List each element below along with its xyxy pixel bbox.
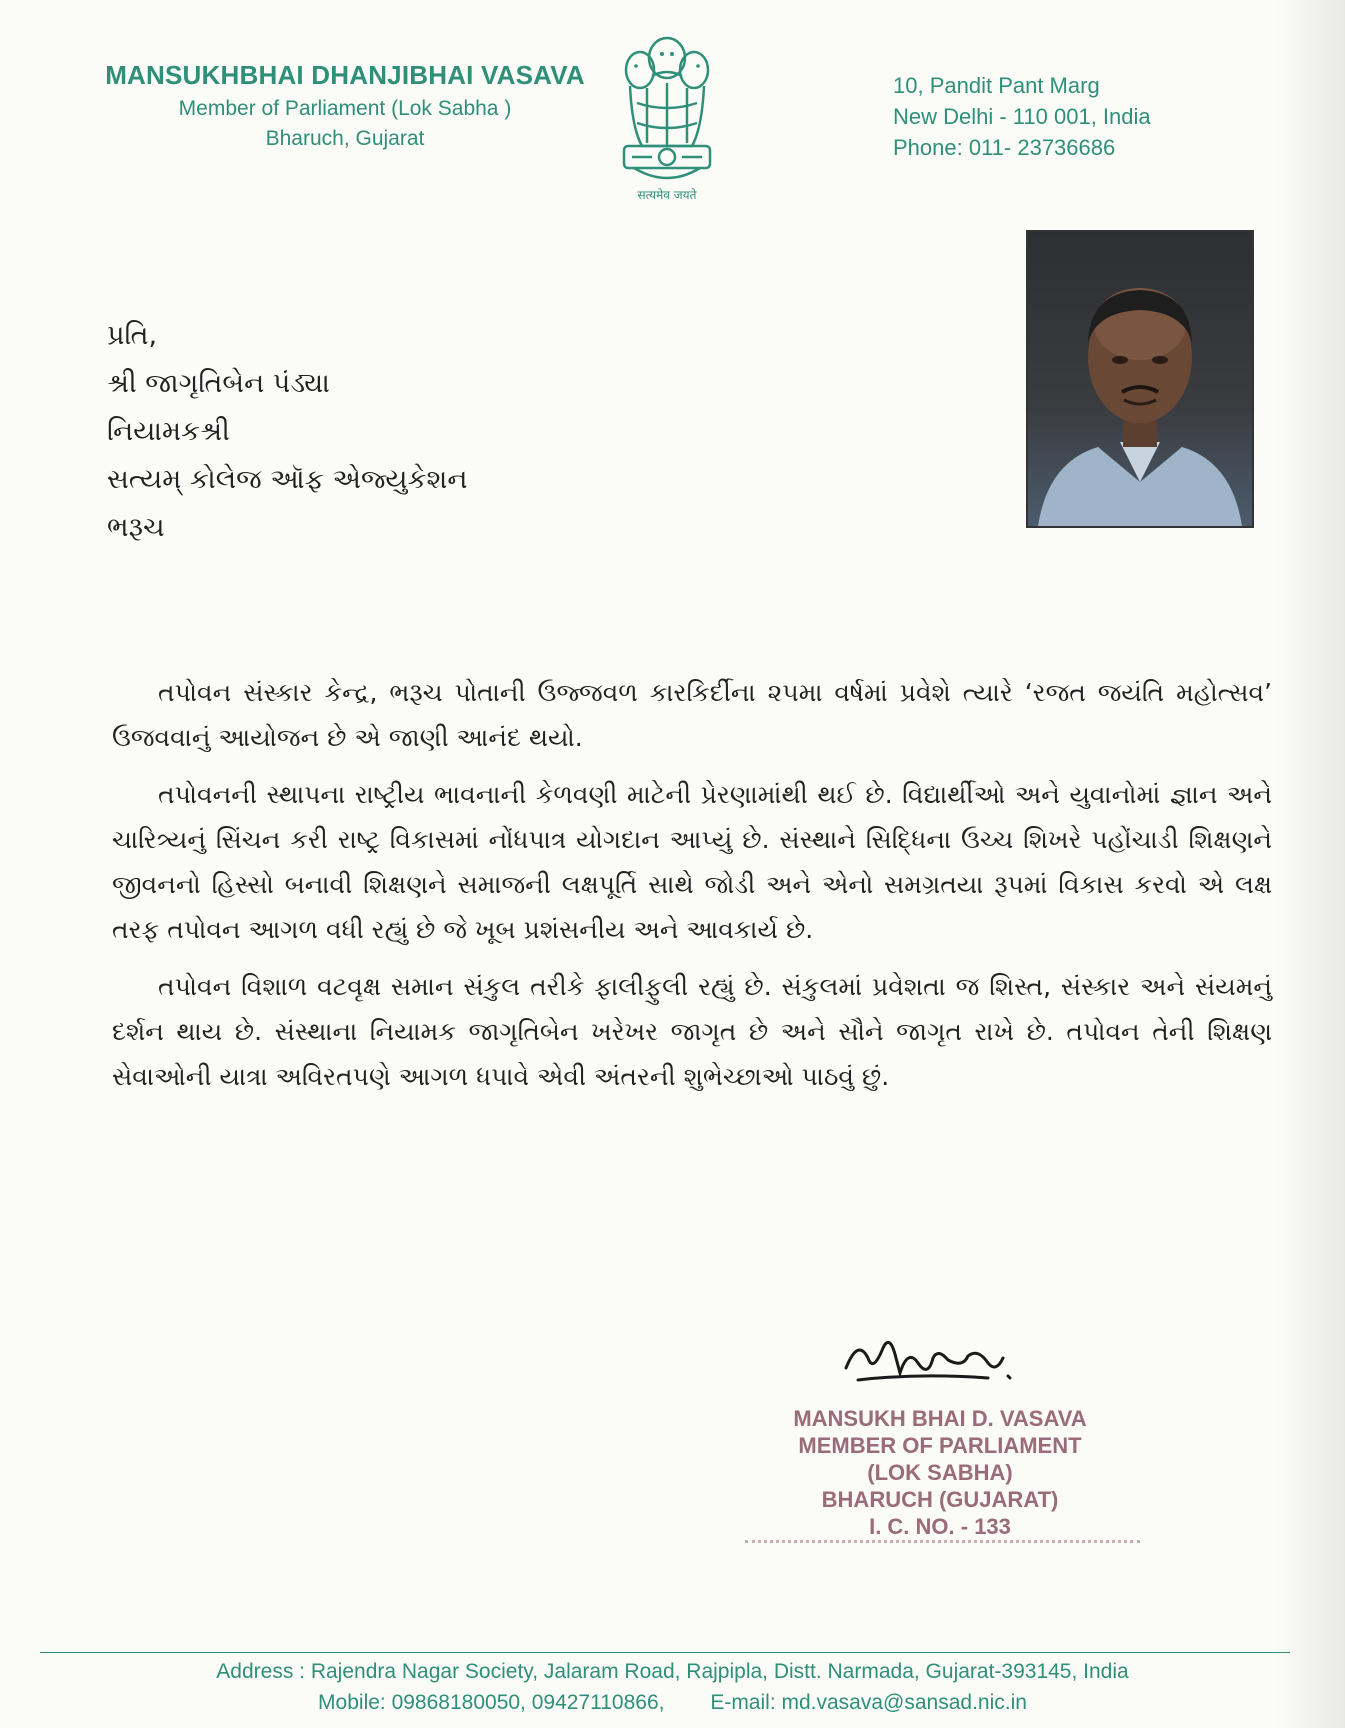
stamp-line: (LOK SABHA) <box>867 1460 1013 1485</box>
portrait-photo <box>1026 230 1254 528</box>
stamp-line: MANSUKH BHAI D. VASAVA <box>793 1406 1087 1431</box>
body-paragraph: તપોવન સંસ્કાર કેન્દ્ર, ભરૂચ પોતાની ઉજ્જવળ કારકિર્દીના ૨૫મા વર્ષમાં પ્રવેશે ત્યારે ‘રજત જયંતિ મહોત્સવ’ ઉજવવાનું આયોજન છે એ જાણી આનંદ થયો. <box>112 678 1272 752</box>
footer-divider <box>40 1652 1290 1653</box>
footer-mobile: Mobile: 09868180050, 09427110866, <box>318 1691 665 1714</box>
recipient-title: નિયામકશ્રી <box>107 416 230 447</box>
recipient-name: શ્રી જાગૃતિબેન પંડ્યા <box>107 368 330 399</box>
mp-name: MANSUKHBHAI DHANJIBHAI VASAVA <box>105 60 585 90</box>
stamp-line: BHARUCH (GUJARAT) <box>821 1487 1059 1512</box>
body-paragraph: તપોવનની સ્થાપના રાષ્ટ્રીય ભાવનાની કેળવણી માટેની પ્રેરણામાંથી થઈ છે. વિદ્યાર્થીઓ અને યુવાનોમાં જ્ઞાન અને ચારિત્ર્યનું સિંચન કરી રાષ્ટ્ર વિકાસમાં નોંધપાત્ર યોગદાન આપ્યું છે. સંસ્થાને સિદ્ધિના ઉચ્ચ શિખરે પહોંચાડી શિક્ષણને જીવનનો હિસ્સો બનાવી શિક્ષણને સમાજની લક્ષપૂર્તિ સાથે જોડી અને એનો સમગ્રતયા રૂપમાં વિકાસ કરવો એ લક્ષ તરફ તપોવન આગળ વધી રહ્યું છે જે ખૂબ પ્રશંસનીય અને આવકાર્ય છે. <box>112 780 1272 944</box>
official-stamp <box>755 1405 1125 1540</box>
stamp-border <box>745 1540 1140 1547</box>
recipient-institution: સત્યમ્ કોલેજ ઑફ એજ્યુકેશન <box>107 464 468 495</box>
recipient-block <box>107 312 467 552</box>
recipient-city: ભરૂચ <box>107 512 165 543</box>
letterhead-left <box>105 60 585 151</box>
footer <box>0 1656 1345 1718</box>
national-emblem-icon <box>612 28 722 208</box>
letterhead-right <box>893 70 1151 163</box>
footer-contact <box>0 1687 1345 1718</box>
address-line-1: 10, Pandit Pant Marg <box>893 73 1100 98</box>
body-paragraph: તપોવન વિશાળ વટવૃક્ષ સમાન સંકુલ તરીકે ફાલીફુલી રહ્યું છે. સંકુલમાં પ્રવેશતા જ શિસ્ત, સંસ્કાર અને સંયમનું દર્શન થાય છે. સંસ્થાના નિયામક જાગૃતિબેન ખરેખર જાગૃત છે અને સૌને જાગૃત રાખે છે. તપોવન તેની શિક્ષણ સેવાઓની યાત્રા અવિરતપણે આગળ ધપાવે એવી અંતરની શુભેચ્છાઓ પાઠવું છું. <box>112 972 1272 1091</box>
stamp-line: MEMBER OF PARLIAMENT <box>798 1433 1082 1458</box>
address-line-2: New Delhi - 110 001, India <box>893 104 1151 129</box>
stamp-line: I. C. NO. - 133 <box>869 1514 1011 1539</box>
footer-address: Address : Rajendra Nagar Society, Jalaram Road, Rajpipla, Distt. Narmada, Gujarat-393145, India <box>216 1660 1129 1683</box>
page-edge-shadow <box>1275 0 1345 1728</box>
mp-constituency: Bharuch, Gujarat <box>265 127 425 150</box>
portrait-figure-icon <box>1028 232 1252 526</box>
recipient-salutation: પ્રતિ, <box>107 320 158 351</box>
phone-number: Phone: 011- 23736686 <box>893 135 1116 160</box>
mp-designation: Member of Parliament (Lok Sabha ) <box>178 97 512 120</box>
letter-body <box>112 670 1272 1111</box>
footer-email: E-mail: md.vasava@sansad.nic.in <box>710 1691 1027 1714</box>
signature-icon <box>838 1318 1038 1398</box>
emblem-motto: सत्यमेव जयते <box>637 188 697 202</box>
